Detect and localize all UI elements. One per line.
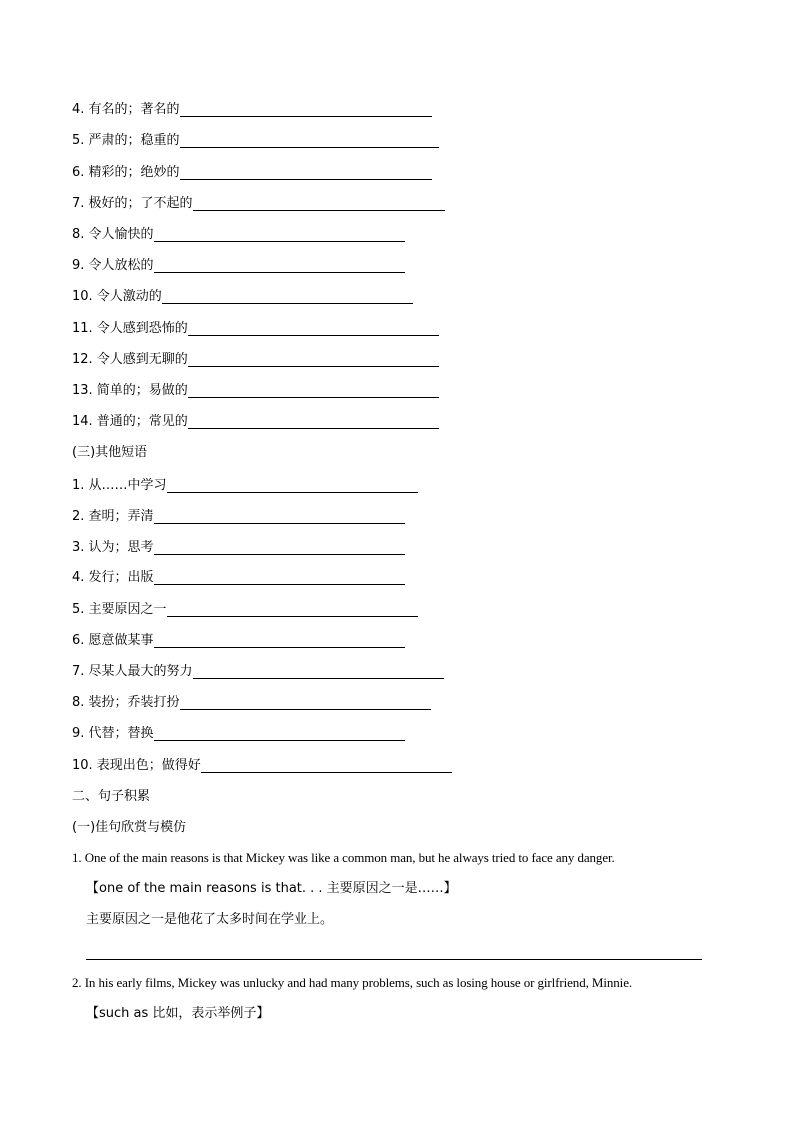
answer-blank[interactable] — [188, 353, 439, 367]
answer-blank[interactable] — [154, 228, 405, 242]
example-sentence: 1. One of the main reasons is that Mickey was like a common man, but he always tried to face any danger. — [72, 850, 615, 865]
answer-blank[interactable] — [154, 634, 405, 648]
item-label: 8. 令人愉快的 — [72, 227, 154, 242]
answer-blank[interactable] — [154, 510, 405, 524]
item-label: 10. 令人激动的 — [72, 289, 162, 304]
grammar-note: 【such as 比如，表示举例子】 — [86, 1006, 270, 1021]
item-label: 9. 令人放松的 — [72, 258, 154, 273]
answer-blank[interactable] — [188, 415, 439, 429]
example-sentence: 2. In his early films, Mickey was unlucky and had many problems, such as losing house or girlfriend, Minnie. — [72, 975, 633, 990]
item-label: 4. 有名的；著名的 — [72, 102, 180, 117]
answer-blank[interactable] — [162, 290, 413, 304]
item-label: 4. 发行；出版 — [72, 570, 154, 585]
item-label: 6. 愿意做某事 — [72, 633, 154, 648]
answer-blank[interactable] — [167, 479, 418, 493]
item-label: 7. 尽某人最大的努力 — [72, 664, 193, 679]
part-heading: 二、句子积累 — [72, 789, 151, 804]
answer-blank[interactable] — [180, 103, 432, 117]
answer-blank[interactable] — [180, 134, 439, 148]
item-label: 6. 精彩的；绝妙的 — [72, 165, 180, 180]
list-item — [72, 693, 431, 713]
answer-line[interactable] — [86, 959, 702, 960]
translation-task: 主要原因之一是他花了太多时间在学业上。 — [86, 912, 334, 927]
item-label: 9. 代替；替换 — [72, 726, 154, 741]
list-item — [72, 163, 432, 183]
list-item — [72, 194, 445, 214]
list-item — [72, 350, 439, 370]
sub-heading: (一)佳句欣赏与模仿 — [72, 820, 187, 835]
list-item — [72, 381, 439, 401]
item-label: 2. 查明；弄清 — [72, 509, 154, 524]
answer-blank[interactable] — [188, 322, 439, 336]
answer-blank[interactable] — [154, 571, 405, 585]
answer-blank[interactable] — [167, 603, 418, 617]
answer-blank[interactable] — [180, 166, 432, 180]
list-item — [72, 412, 439, 432]
list-item — [72, 100, 432, 120]
answer-blank[interactable] — [193, 665, 444, 679]
item-label: 12. 令人感到无聊的 — [72, 352, 188, 367]
item-label: 8. 装扮；乔装打扮 — [72, 695, 180, 710]
list-item — [72, 476, 418, 496]
item-label: 14. 普通的；常见的 — [72, 414, 188, 429]
answer-blank[interactable] — [180, 696, 431, 710]
list-item — [72, 756, 452, 776]
list-item — [72, 568, 405, 588]
list-item — [72, 319, 439, 339]
item-label: 1. 从……中学习 — [72, 478, 167, 493]
item-label: 10. 表现出色；做得好 — [72, 758, 201, 773]
list-item — [72, 538, 405, 558]
item-label: 13. 简单的；易做的 — [72, 383, 188, 398]
list-item — [72, 507, 405, 527]
answer-blank[interactable] — [201, 759, 452, 773]
answer-blank[interactable] — [154, 727, 405, 741]
item-label: 5. 主要原因之一 — [72, 602, 167, 617]
grammar-note: 【one of the main reasons is that. . . 主要原因之一是……】 — [86, 881, 457, 896]
list-item — [72, 225, 405, 245]
list-item — [72, 724, 405, 744]
list-item — [72, 662, 444, 682]
answer-blank[interactable] — [154, 541, 405, 555]
item-label: 3. 认为；思考 — [72, 540, 154, 555]
answer-blank[interactable] — [193, 197, 445, 211]
section-heading: (三)其他短语 — [72, 445, 148, 460]
list-item — [72, 631, 405, 651]
item-label: 11. 令人感到恐怖的 — [72, 321, 188, 336]
item-label: 5. 严肃的；稳重的 — [72, 133, 180, 148]
list-item — [72, 600, 418, 620]
list-item — [72, 256, 405, 276]
answer-blank[interactable] — [188, 384, 439, 398]
list-item — [72, 131, 439, 151]
answer-blank[interactable] — [154, 259, 405, 273]
item-label: 7. 极好的；了不起的 — [72, 196, 193, 211]
list-item — [72, 287, 413, 307]
